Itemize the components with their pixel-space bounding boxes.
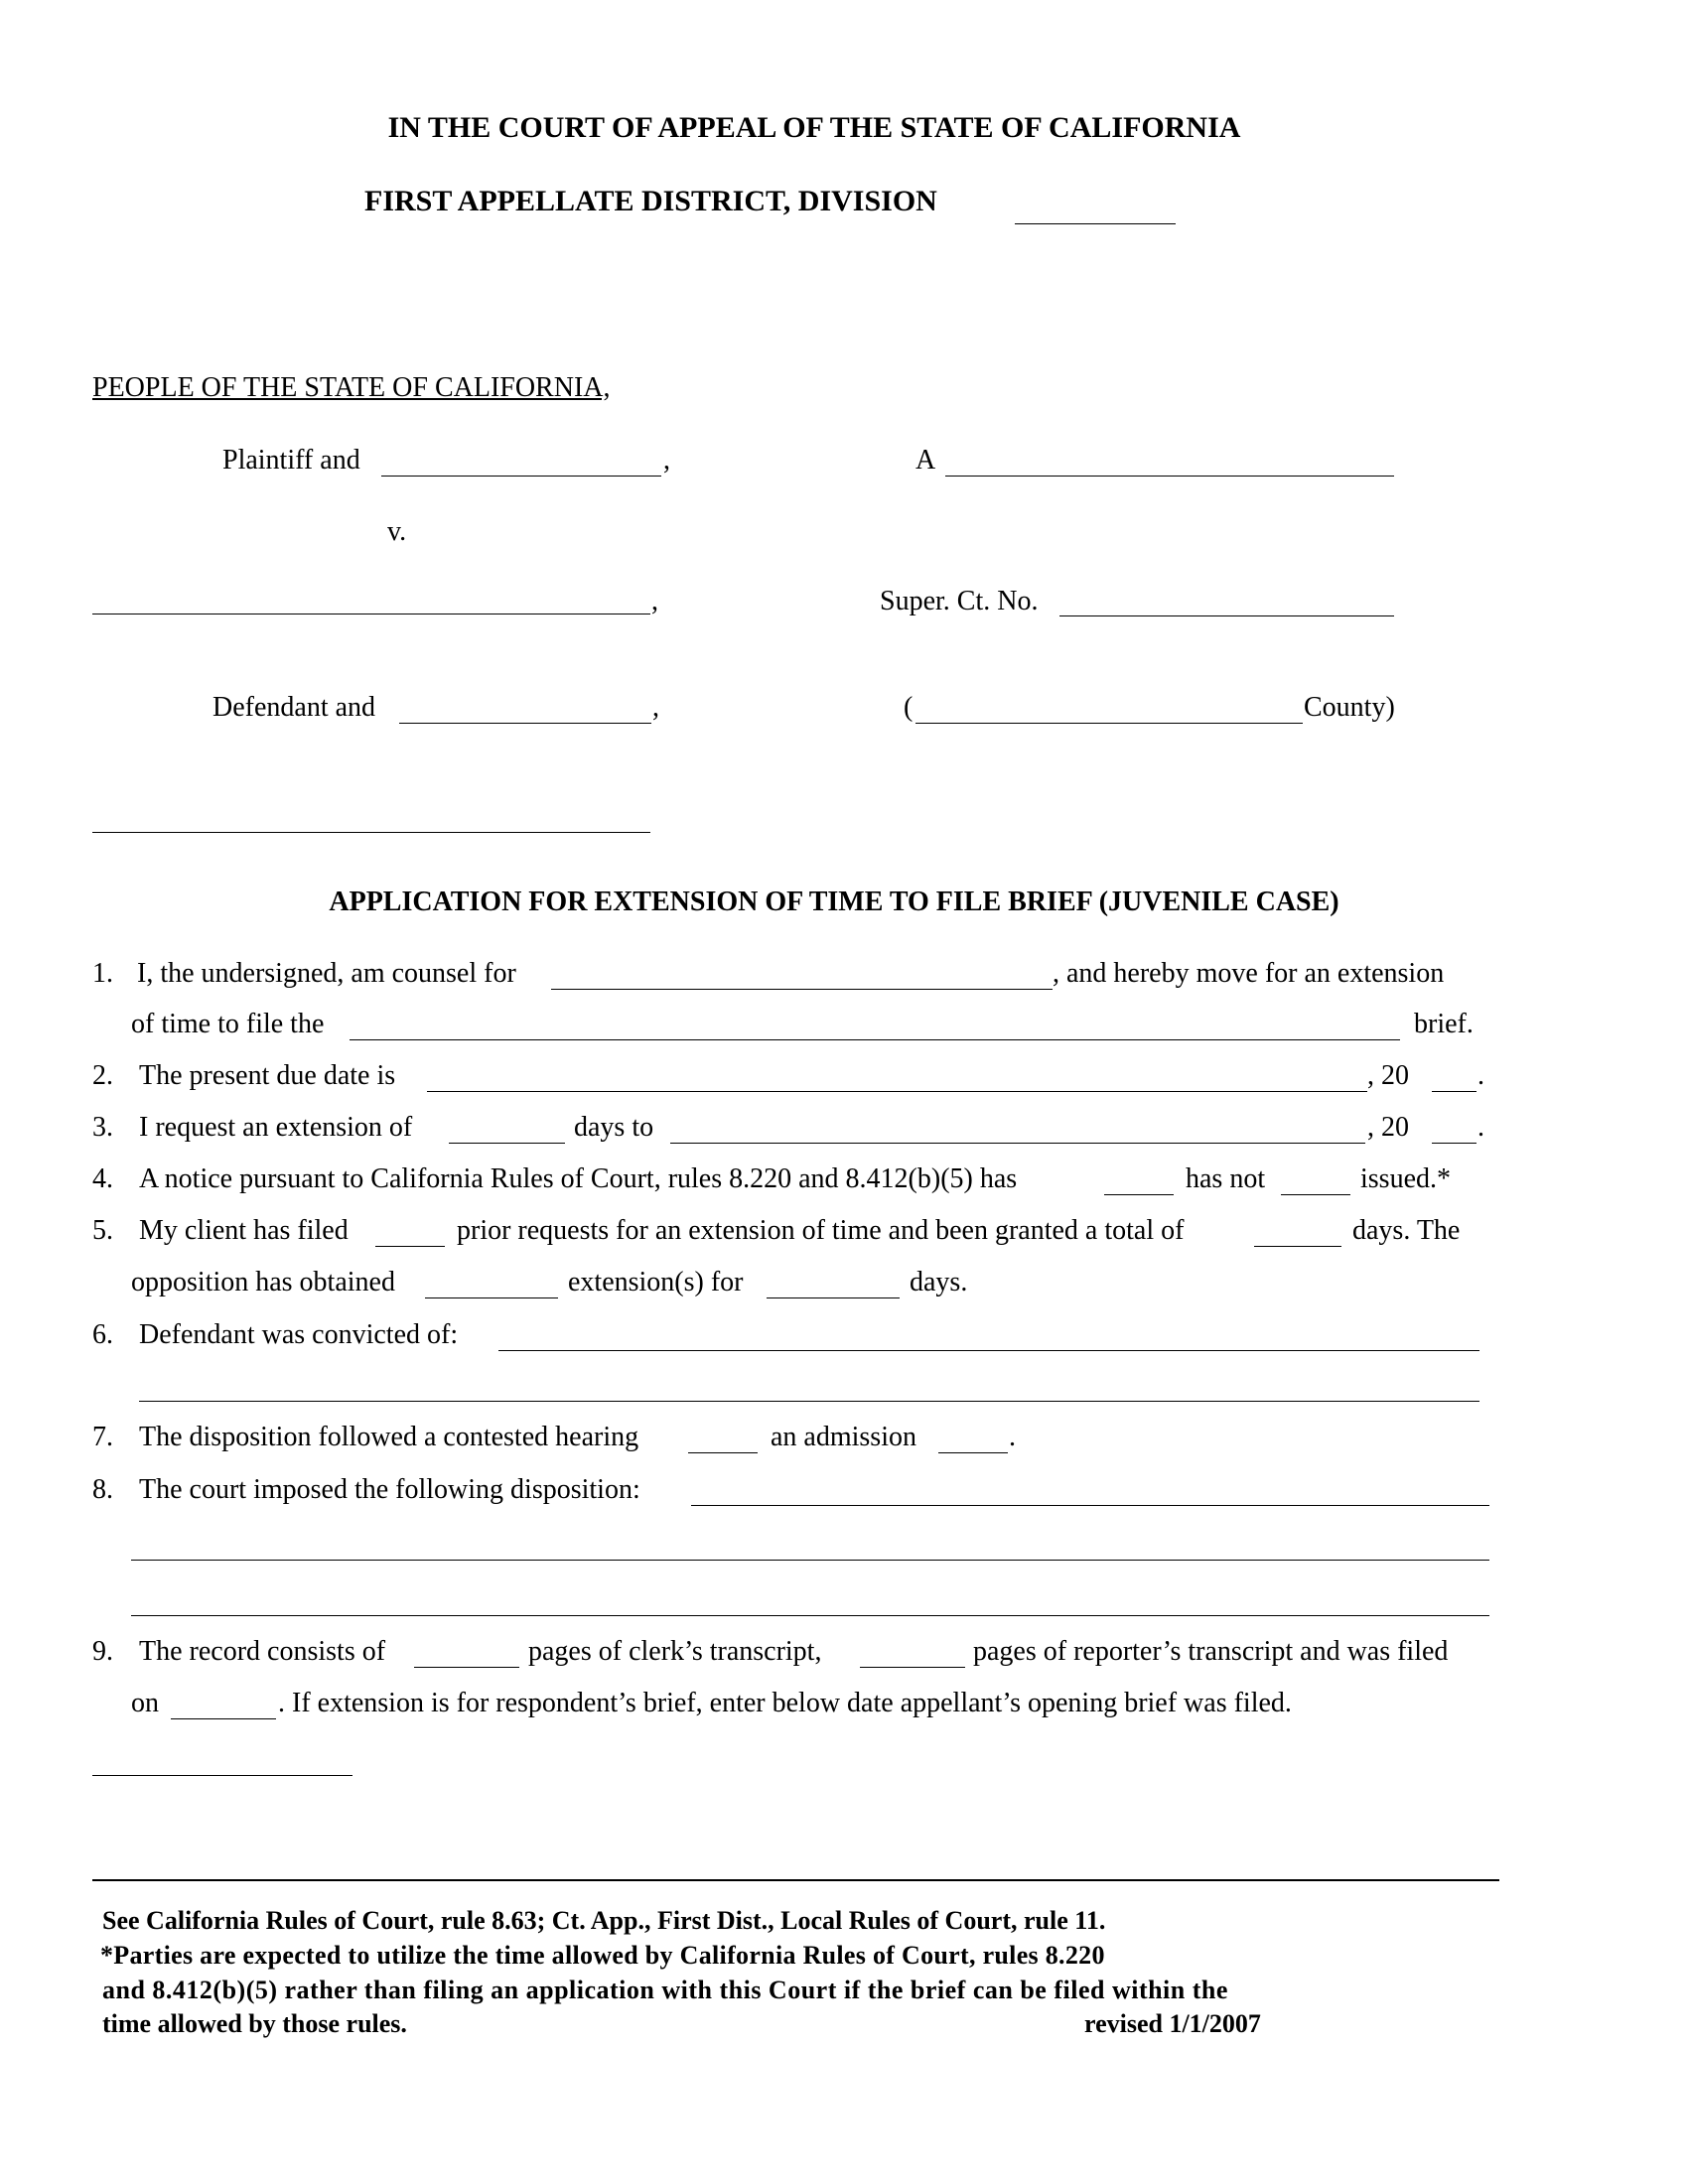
opening-brief-date-blank[interactable] [92,1775,352,1776]
counsel-for-blank[interactable] [551,989,1053,990]
versus-label: v. [387,516,407,547]
item-1-text-4: brief. [1414,1009,1474,1039]
item-1-text: I, the undersigned, am counsel for [137,958,516,989]
item-4-text-2: has not [1186,1163,1266,1194]
court-title: IN THE COURT OF APPEAL OF THE STATE OF CALIFORNIA [387,111,1241,144]
form-title: APPLICATION FOR EXTENSION OF TIME TO FILE BRIEF (JUVENILE CASE) [329,887,1339,917]
item-8-number: 8. [92,1474,113,1505]
disposition-blank-1[interactable] [691,1505,1489,1506]
record-filed-date-blank[interactable] [171,1718,276,1719]
item-3-number: 3. [92,1112,113,1143]
admission-blank[interactable] [938,1452,1008,1453]
item-7-period: . [1009,1422,1016,1452]
notice-has-blank[interactable] [1104,1194,1174,1195]
item-5-text-4: opposition has obtained [131,1267,395,1297]
footer-rules-reference: See California Rules of Court, rule 8.63; Ct. App., First Dist., Local Rules of Court, rule 11. [102,1906,1106,1935]
plaintiff-comma: , [663,445,670,476]
extension-days-blank[interactable] [449,1143,565,1144]
item-3-period: . [1477,1112,1484,1143]
footer-note-line-2: and 8.412(b)(5) rather than filing an application with this Court if the brief can be filed within the [102,1976,1228,2004]
defendant-name-comma: , [651,586,658,616]
notice-has-not-blank[interactable] [1281,1194,1350,1195]
people-caption: PEOPLE OF THE STATE OF CALIFORNIA, [92,372,611,403]
contested-hearing-blank[interactable] [688,1452,758,1453]
item-1-number: 1. [92,958,113,989]
item-1-text-2: , and hereby move for an extension [1053,958,1445,989]
item-9-text: The record consists of [139,1636,386,1667]
brief-type-blank[interactable] [350,1039,1400,1040]
reporter-transcript-pages-blank[interactable] [860,1667,965,1668]
item-2-number: 2. [92,1060,113,1091]
conviction-blank-2[interactable] [139,1401,1479,1402]
item-4-text: A notice pursuant to California Rules of Court, rules 8.220 and 8.412(b)(5) has [139,1163,1018,1194]
opposition-days-blank[interactable] [767,1297,900,1298]
prior-requests-blank[interactable] [375,1246,445,1247]
item-4-text-3: issued.* [1360,1163,1451,1194]
clerk-transcript-pages-blank[interactable] [414,1667,519,1668]
defendant-label: Defendant and [212,692,376,723]
opposition-extensions-blank[interactable] [425,1297,558,1298]
item-2-year-prefix: , 20 [1367,1060,1409,1091]
appeal-number-blank[interactable] [945,476,1394,477]
due-date-year-blank[interactable] [1432,1091,1477,1092]
item-9-text-4: on [131,1688,159,1718]
county-blank[interactable] [915,723,1303,724]
footer-note-line-1: *Parties are expected to utilize the time allowed by California Rules of Court, rules 8.220 [100,1941,1105,1970]
caption-divider [92,832,650,833]
item-9-text-2: pages of clerk’s transcript, [528,1636,822,1667]
district-title: FIRST APPELLATE DISTRICT, DIVISION [364,185,937,217]
due-date-blank[interactable] [427,1091,1367,1092]
item-9-number: 9. [92,1636,113,1667]
item-4-number: 4. [92,1163,113,1194]
item-5-text-6: days. [910,1267,968,1297]
item-2-text: The present due date is [139,1060,396,1091]
appeal-number-label: A [915,445,936,476]
item-6-text: Defendant was convicted of: [139,1319,459,1350]
superior-court-number-blank[interactable] [1059,615,1394,616]
disposition-blank-3[interactable] [131,1615,1489,1616]
item-3-text-2: days to [574,1112,654,1143]
revised-date: revised 1/1/2007 [1084,2009,1261,2038]
item-3-year-prefix: , 20 [1367,1112,1409,1143]
defendant-comma: , [652,692,659,723]
footer-note-line-3: time allowed by those rules. [102,2009,407,2038]
item-7-number: 7. [92,1422,113,1452]
item-3-text: I request an extension of [139,1112,413,1143]
conviction-blank-1[interactable] [498,1350,1479,1351]
extension-date-blank[interactable] [670,1143,1365,1144]
item-9-text-3: pages of reporter’s transcript and was filed [973,1636,1449,1667]
footer-rule [92,1879,1499,1881]
item-5-text-3: days. The [1352,1215,1461,1246]
item-6-number: 6. [92,1319,113,1350]
plaintiff-label: Plaintiff and [222,445,360,476]
disposition-blank-2[interactable] [131,1560,1489,1561]
item-5-text-5: extension(s) for [568,1267,744,1297]
item-7-text: The disposition followed a contested hearing [139,1422,639,1452]
superior-court-label: Super. Ct. No. [880,586,1039,616]
county-open-paren: ( [904,692,914,723]
item-5-text-2: prior requests for an extension of time and been granted a total of [457,1215,1185,1246]
item-2-period: . [1477,1060,1484,1091]
extension-year-blank[interactable] [1432,1143,1477,1144]
item-7-text-2: an admission [771,1422,916,1452]
county-label: County) [1304,692,1395,723]
plaintiff-party-blank[interactable] [381,476,661,477]
item-1-text-3: of time to file the [131,1009,325,1039]
item-5-number: 5. [92,1215,113,1246]
granted-days-blank[interactable] [1254,1246,1341,1247]
item-5-text: My client has filed [139,1215,349,1246]
item-9-text-5: . If extension is for respondent’s brief, enter below date appellant’s opening brief was filed. [278,1688,1292,1718]
division-blank[interactable] [1015,223,1176,224]
item-8-text: The court imposed the following disposition: [139,1474,640,1505]
defendant-party-blank[interactable] [399,723,651,724]
